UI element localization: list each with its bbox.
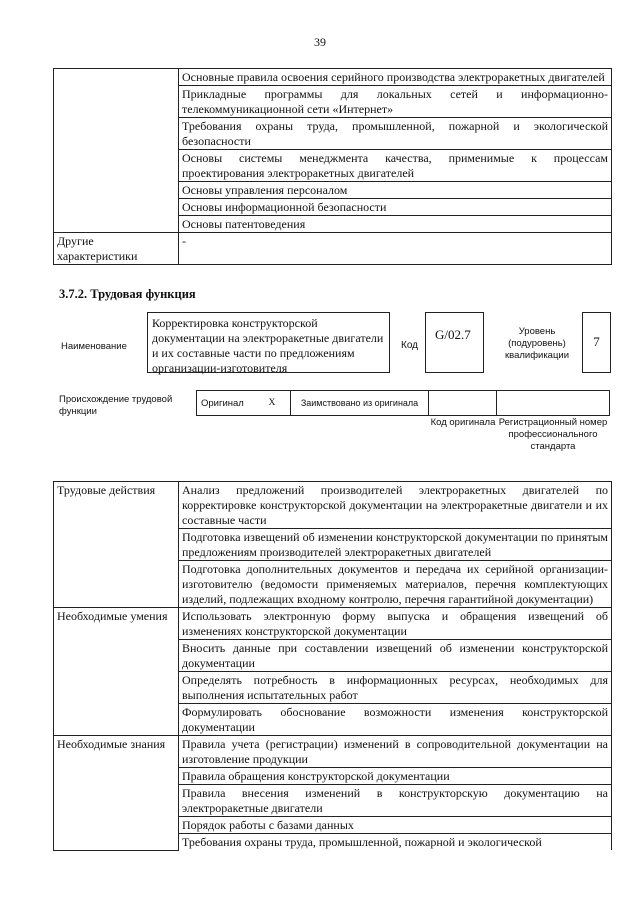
original-label: Оригинал — [197, 391, 265, 416]
skill-item: Определять потребность в информационных ресурсах, необходимых для выполнения испытательных работ — [179, 672, 612, 704]
section-heading: 3.7.2. Трудовая функция — [59, 287, 196, 301]
page-number: 39 — [314, 35, 326, 49]
origin-table — [196, 390, 610, 416]
knowledge-item: Порядок работы с базами данных — [179, 817, 612, 834]
table-row — [54, 736, 612, 768]
knowledge-item: Требования охраны труда, промышленной, пожарной и экологической — [179, 834, 612, 851]
origin-code-caption: Код оригинала — [430, 417, 496, 428]
table-row — [54, 608, 612, 640]
origin-label: Происхождение трудовой функции — [59, 394, 173, 417]
qualification-level-box: 7 — [582, 312, 611, 373]
table-row — [54, 482, 612, 529]
knowledge-item: Основы информационной безопасности — [179, 199, 612, 216]
labor-actions-label: Трудовые действия — [54, 482, 179, 608]
knowledge-item: Прикладные программы для локальных сетей и информационно-телекоммуникационной сети «Интернет» — [179, 86, 612, 118]
skill-item: Использовать электронную форму выпуска и обращения извещений об изменениях конструкторской документации — [179, 608, 612, 640]
knowledge-item: Основы патентоведения — [179, 216, 612, 233]
function-code-box: G/02.7 — [425, 312, 484, 373]
knowledge-item: Основы управления персоналом — [179, 182, 612, 199]
knowledge-item: Правила учета (регистрации) изменений в сопроводительной документации на изготовление продукции — [179, 736, 612, 768]
code-label: Код — [401, 340, 419, 351]
knowledge-table-continued — [53, 68, 612, 265]
labor-action-item: Подготовка дополнительных документов и передача их серийной организации-изготовителю (ведомости применяемых материалов, перечня комплектующих изделий, подлежащих входному контролю, перечня гарантийной документации) — [179, 561, 612, 608]
origin-code-cell — [429, 391, 497, 416]
skill-item: Вносить данные при составлении извещений об изменении конструкторской документации — [179, 640, 612, 672]
knowledge-item: Основы системы менеджмента качества, применимые к процессам проектирования электроракетных двигателей — [179, 150, 612, 182]
other-characteristics-value: - — [179, 233, 612, 265]
original-mark: X — [265, 391, 291, 416]
knowledge-item: Правила обращения конструкторской документации — [179, 768, 612, 785]
skill-item: Формулировать обоснование возможности изменения конструкторской документации — [179, 704, 612, 736]
origin-reg-number-cell — [497, 391, 610, 416]
function-name-box: Корректировка конструкторской документации на электроракетные двигатели и их составные части по предложениям организации-изготовителя — [147, 312, 390, 373]
labor-action-item: Подготовка извещений об изменении конструкторской документации по принятым предложениям производителей электроракетных двигателей — [179, 529, 612, 561]
table-row — [54, 233, 612, 265]
required-knowledge-label: Необходимые знания — [54, 736, 179, 851]
name-label: Наименование — [61, 341, 127, 352]
registration-number-caption: Регистрационный номер профессионального стандарта — [498, 417, 608, 452]
knowledge-item: Правила внесения изменений в конструкторскую документацию на электроракетные двигатели — [179, 785, 612, 817]
table-row — [54, 69, 612, 86]
required-skills-label: Необходимые умения — [54, 608, 179, 736]
other-characteristics-label: Другие характеристики — [54, 233, 179, 265]
knowledge-item: Основные правила освоения серийного производства электроракетных двигателей — [179, 69, 612, 86]
row-label — [54, 69, 179, 233]
qualification-level-label: Уровень (подуровень) квалификации — [504, 326, 570, 361]
labor-action-item: Анализ предложений производителей электроракетных двигателей по корректировке конструкторской документации на электроракетные двигатели и их составные части — [179, 482, 612, 529]
function-details-table — [53, 481, 612, 851]
knowledge-item: Требования охраны труда, промышленной, пожарной и экологической безопасности — [179, 118, 612, 150]
borrowed-label: Заимствовано из оригинала — [291, 391, 429, 416]
